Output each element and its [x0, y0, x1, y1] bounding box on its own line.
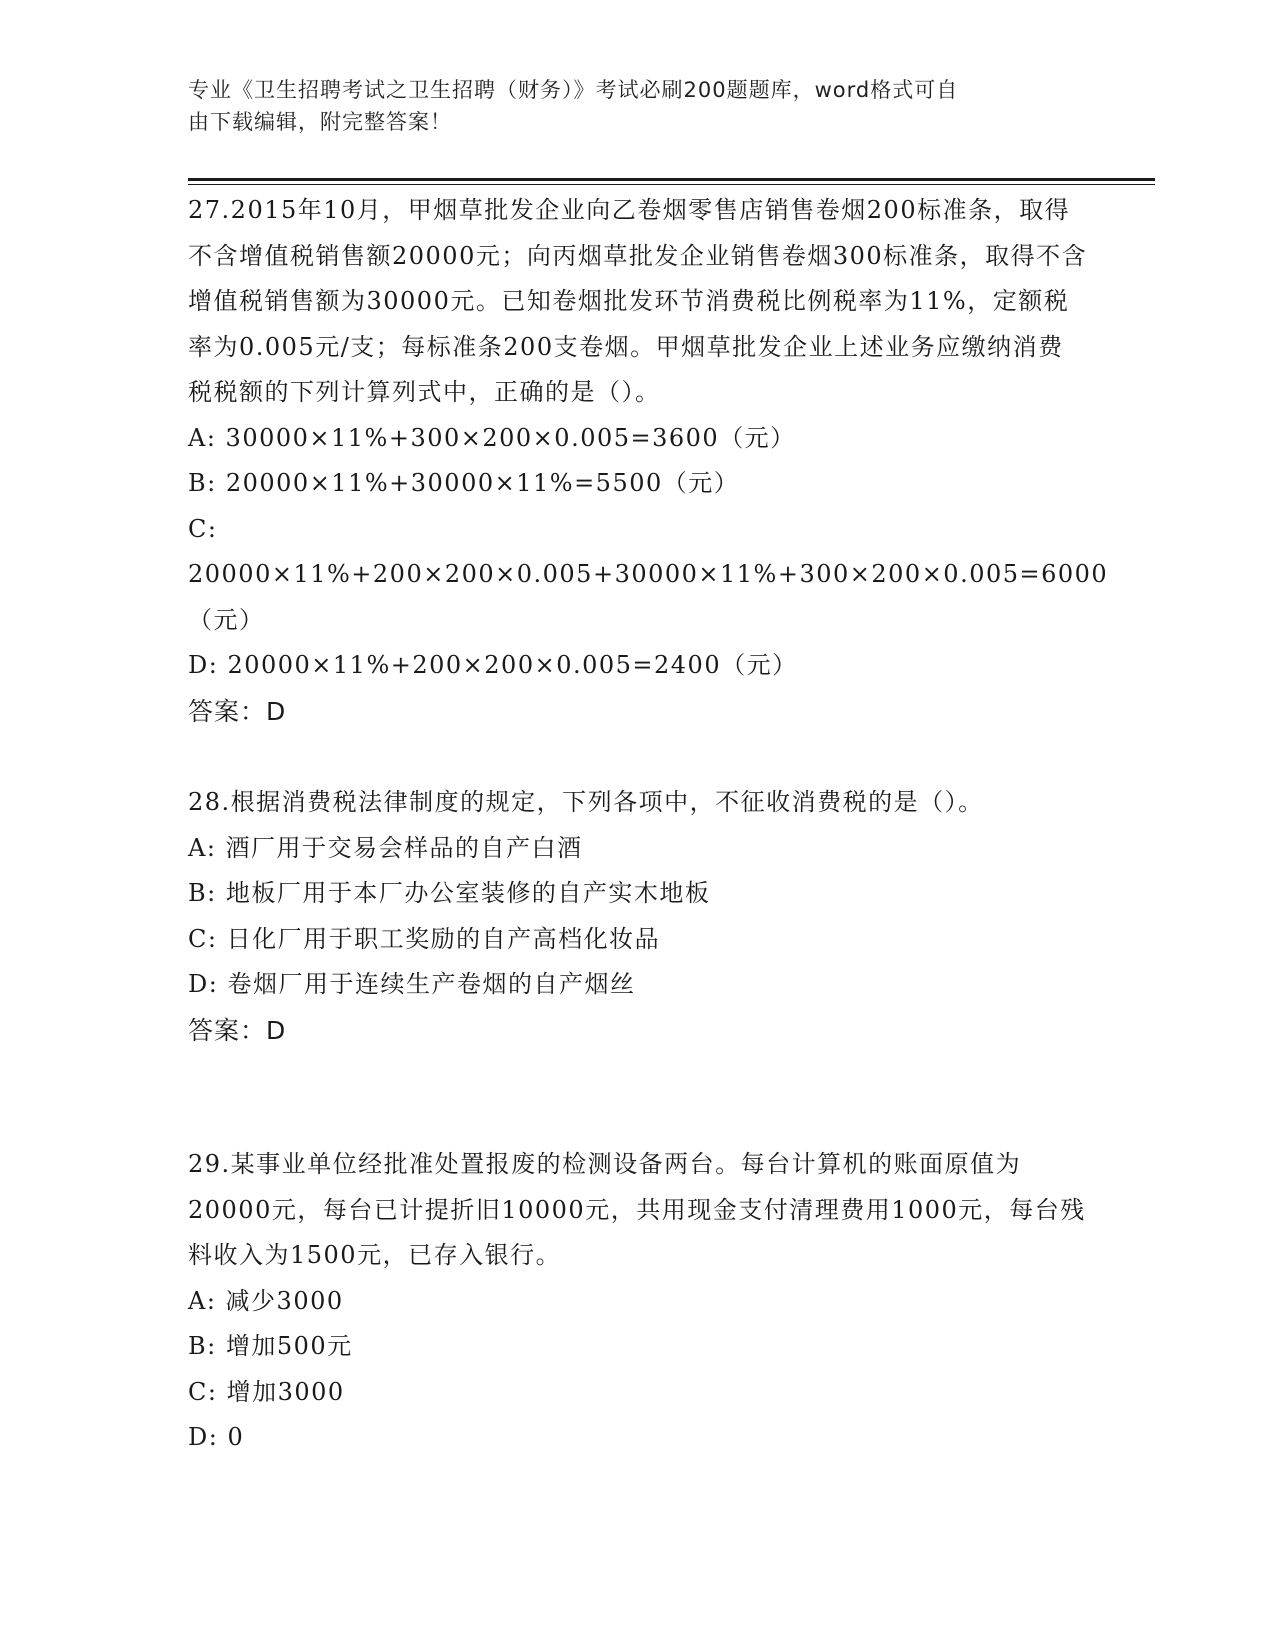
option-c: C: 增加3000	[188, 1377, 345, 1406]
option-b: B: 增加500元	[188, 1332, 353, 1360]
option-b: B: 20000×11%+30000×11%=5500（元）	[188, 469, 740, 497]
question-29	[188, 1142, 1088, 1461]
answer-text: 答案：D	[188, 1015, 287, 1045]
document-header	[188, 74, 1068, 138]
answer-text: 答案：D	[188, 696, 287, 726]
option-a: A: 30000×11%+300×200×0.005=3600（元）	[188, 423, 796, 452]
option-d: D: 20000×11%+200×200×0.005=2400（元）	[188, 651, 798, 679]
header-line-1: 专业《卫生招聘考试之卫生招聘（财务）》考试必刷200题题库，word格式可自	[188, 78, 959, 102]
option-d: D: 卷烟厂用于连续生产卷烟的自产烟丝	[188, 970, 636, 998]
option-b: B: 地板厂用于本厂办公室装修的自产实木地板	[188, 879, 711, 907]
option-d: D: 0	[188, 1423, 245, 1451]
question-28	[188, 780, 1088, 1053]
question-27	[188, 188, 1109, 734]
question-stem: 28.根据消费税法律制度的规定，下列各项中，不征收消费税的是（）。	[188, 788, 984, 816]
question-stem: 29.某事业单位经批准处置报废的检测设备两台。每台计算机的账面原值为20000元，每台已计提折旧10000元，共用现金支付清理费用1000元，每台残料收入为1500元，已存入银行。	[188, 1150, 1086, 1269]
header-rule-thin	[188, 184, 1155, 185]
header-rule-thick	[188, 178, 1155, 181]
option-a: A: 减少3000	[188, 1286, 344, 1315]
option-c: C: 日化厂用于职工奖励的自产高档化妆品	[188, 924, 661, 953]
header-line-2: 由下载编辑，附完整答案！	[188, 110, 452, 134]
option-a: A: 酒厂用于交易会样品的自产白酒	[188, 833, 583, 862]
question-stem: 27.2015年10月，甲烟草批发企业向乙卷烟零售店销售卷烟200标准条，取得不含增值税销售额20000元；向丙烟草批发企业销售卷烟300标准条，取得不含增值税销售额为30000元。已知卷烟批发环节消费税比例税率为11%，定额税率为0.005元/支；每标准条200支卷烟。甲烟草批发企业上述业务应缴纳消费税税额的下列计算列式中，正确的是（）。	[188, 196, 1088, 406]
option-c: C: 20000×11%+200×200×0.005+30000×11%+300×200×0.005=6000（元）	[188, 514, 1109, 634]
